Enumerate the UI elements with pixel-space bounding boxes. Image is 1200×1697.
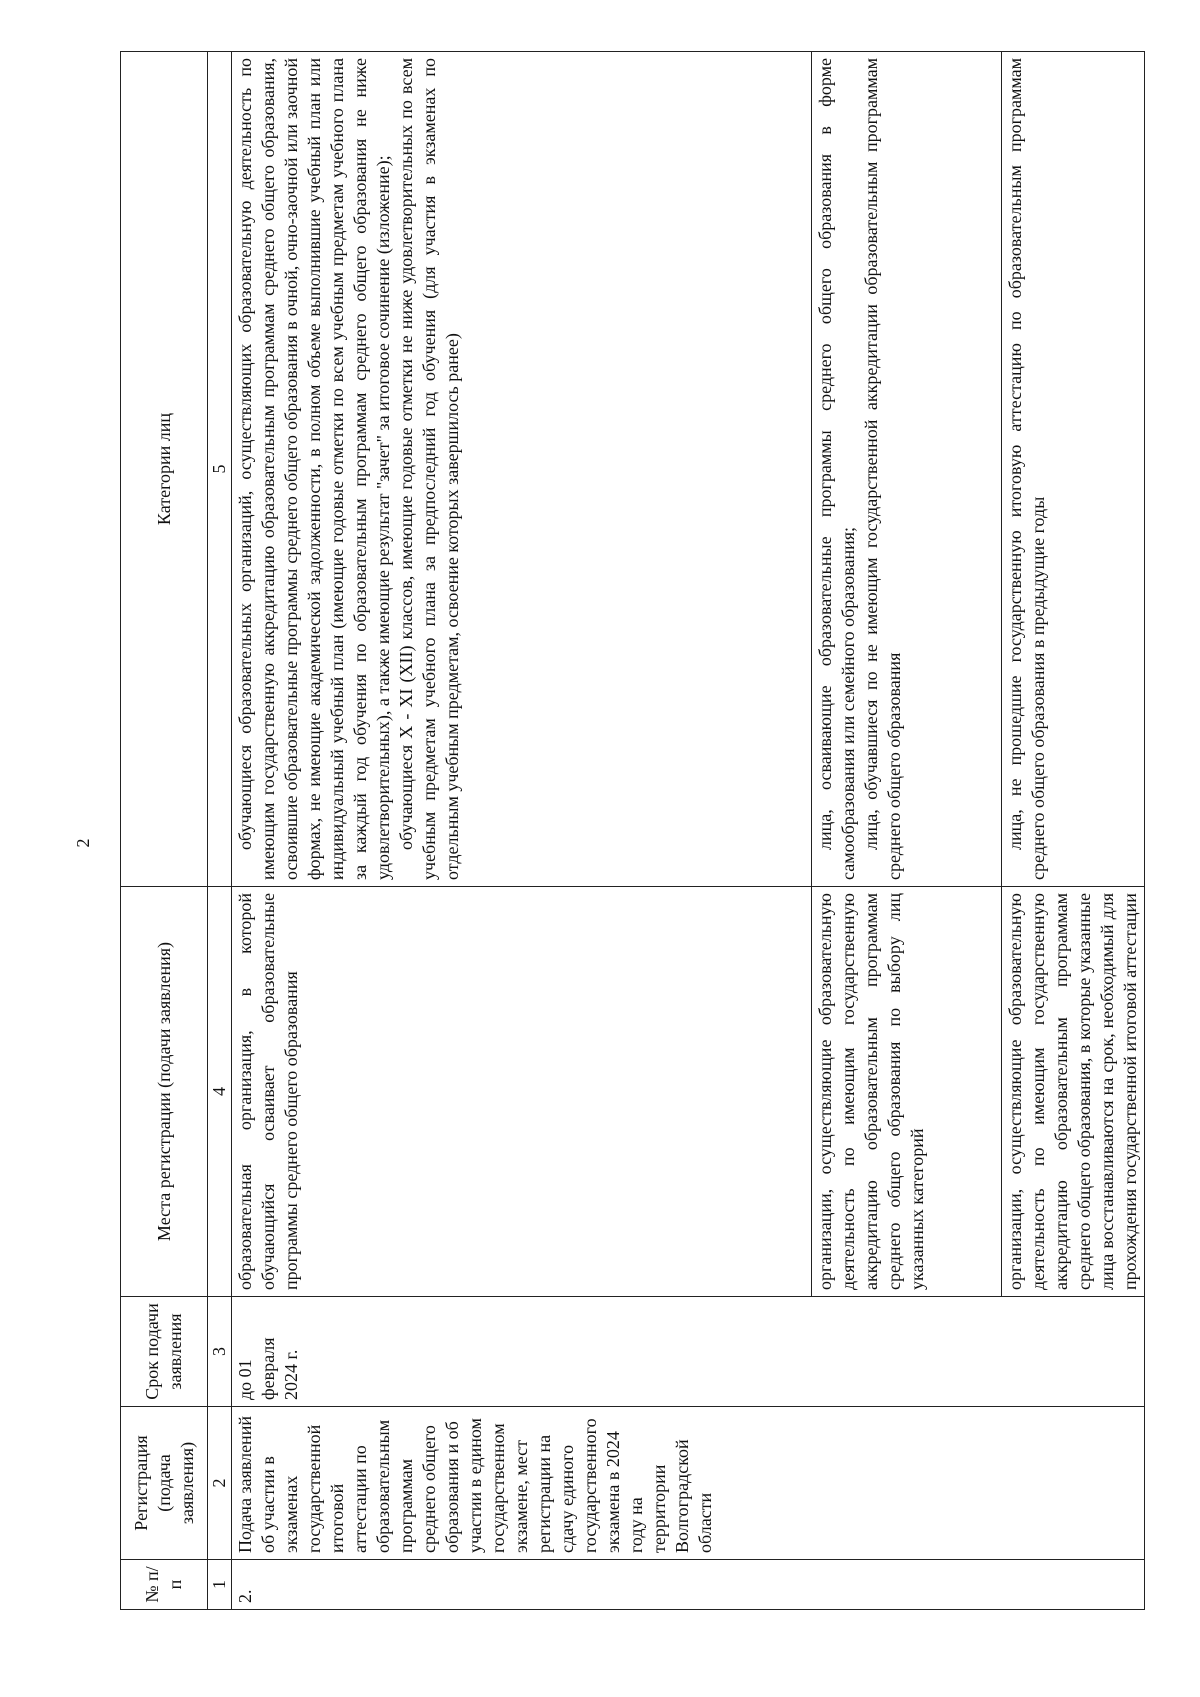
category-paragraph: лица, осваивающие образовательные программы среднего общего образования в форме самообразования или семейного образования;	[815, 58, 858, 880]
categories-cell	[812, 52, 1002, 887]
place-cell: организации, осуществляющие образовательную деятельность по имеющим государственную аккредитацию образовательным программам среднего общего образования, в которые указанные лица восстанавливаются на срок, необходимый для прохождения государственной итоговой аттестации	[1002, 887, 1145, 1297]
table-frame	[120, 52, 1140, 1610]
column-numbers-row	[208, 52, 232, 1610]
column-number: 4	[208, 887, 232, 1297]
registration-table	[120, 51, 1145, 1610]
category-paragraph: обучающиеся X - XI (XII) классов, имеющие годовые отметки не ниже удовлетворительных по всем учебным предметам учебного плана за предпоследний год обучения (для участия в экзаменах по отдельным учебным предметам, освоение которых завершилось ранее)	[396, 58, 462, 880]
deadline-cell: до 01 февраля 2024 г.	[232, 1297, 1145, 1407]
header-num: № п/п	[121, 1560, 208, 1610]
column-number: 2	[208, 1407, 232, 1560]
categories-cell	[1002, 52, 1145, 887]
category-paragraph: лица, не прошедшие государственную итоговую аттестацию по образовательным программам среднего общего образования в предыдущие годы	[1005, 58, 1048, 880]
row-number: 2.	[232, 1560, 1145, 1610]
registration-cell: Подача заявлений об участии в экзаменах государственной итоговой аттестации по образовательным программам среднего общего образования и об участии в едином государственном экзамене, мест регистрации на сдачу единого государственного экзамена в 2024 году на территории Волгоградской области	[232, 1407, 1145, 1560]
header-places: Места регистрации (подачи заявления)	[121, 887, 208, 1297]
page-number: 2	[73, 838, 93, 848]
header-deadline: Срок подачи заявления	[121, 1297, 208, 1407]
place-cell: организации, осуществляющие образовательную деятельность по имеющим государственную аккредитацию образовательным программам среднего общего образования по выбору лиц указанных категорий	[812, 887, 1002, 1297]
categories-cell	[232, 52, 812, 887]
header-row	[121, 52, 208, 1610]
category-paragraph: обучающиеся образовательных организаций, осуществляющих образовательную деятельность по имеющим государственную аккредитацию образовательным программам среднего общего образования, освоившие образовательные программы среднего общего образования в очной, очно-заочной или заочной формах, не имеющие академической задолженности, в полном объеме выполнившие учебный план или индивидуальный учебный план (имеющие годовые отметки по всем учебным предметам учебного плана за каждый год обучения по образовательным программам среднего общего образования не ниже удовлетворительных), а также имеющие результат "зачет" за итоговое сочинение (изложение);	[235, 58, 393, 880]
category-paragraph: лица, обучавшиеся по не имеющим государственной аккредитации образовательным программам среднего общего образования	[861, 58, 904, 880]
column-number: 3	[208, 1297, 232, 1407]
column-number: 1	[208, 1560, 232, 1610]
place-cell: образовательная организация, в которой обучающийся осваивает образовательные программы среднего общего образования	[232, 887, 812, 1297]
header-registration: Регистрация (подача заявления)	[121, 1407, 208, 1560]
table-row	[232, 52, 812, 1610]
header-categories: Категории лиц	[121, 52, 208, 887]
column-number: 5	[208, 52, 232, 887]
